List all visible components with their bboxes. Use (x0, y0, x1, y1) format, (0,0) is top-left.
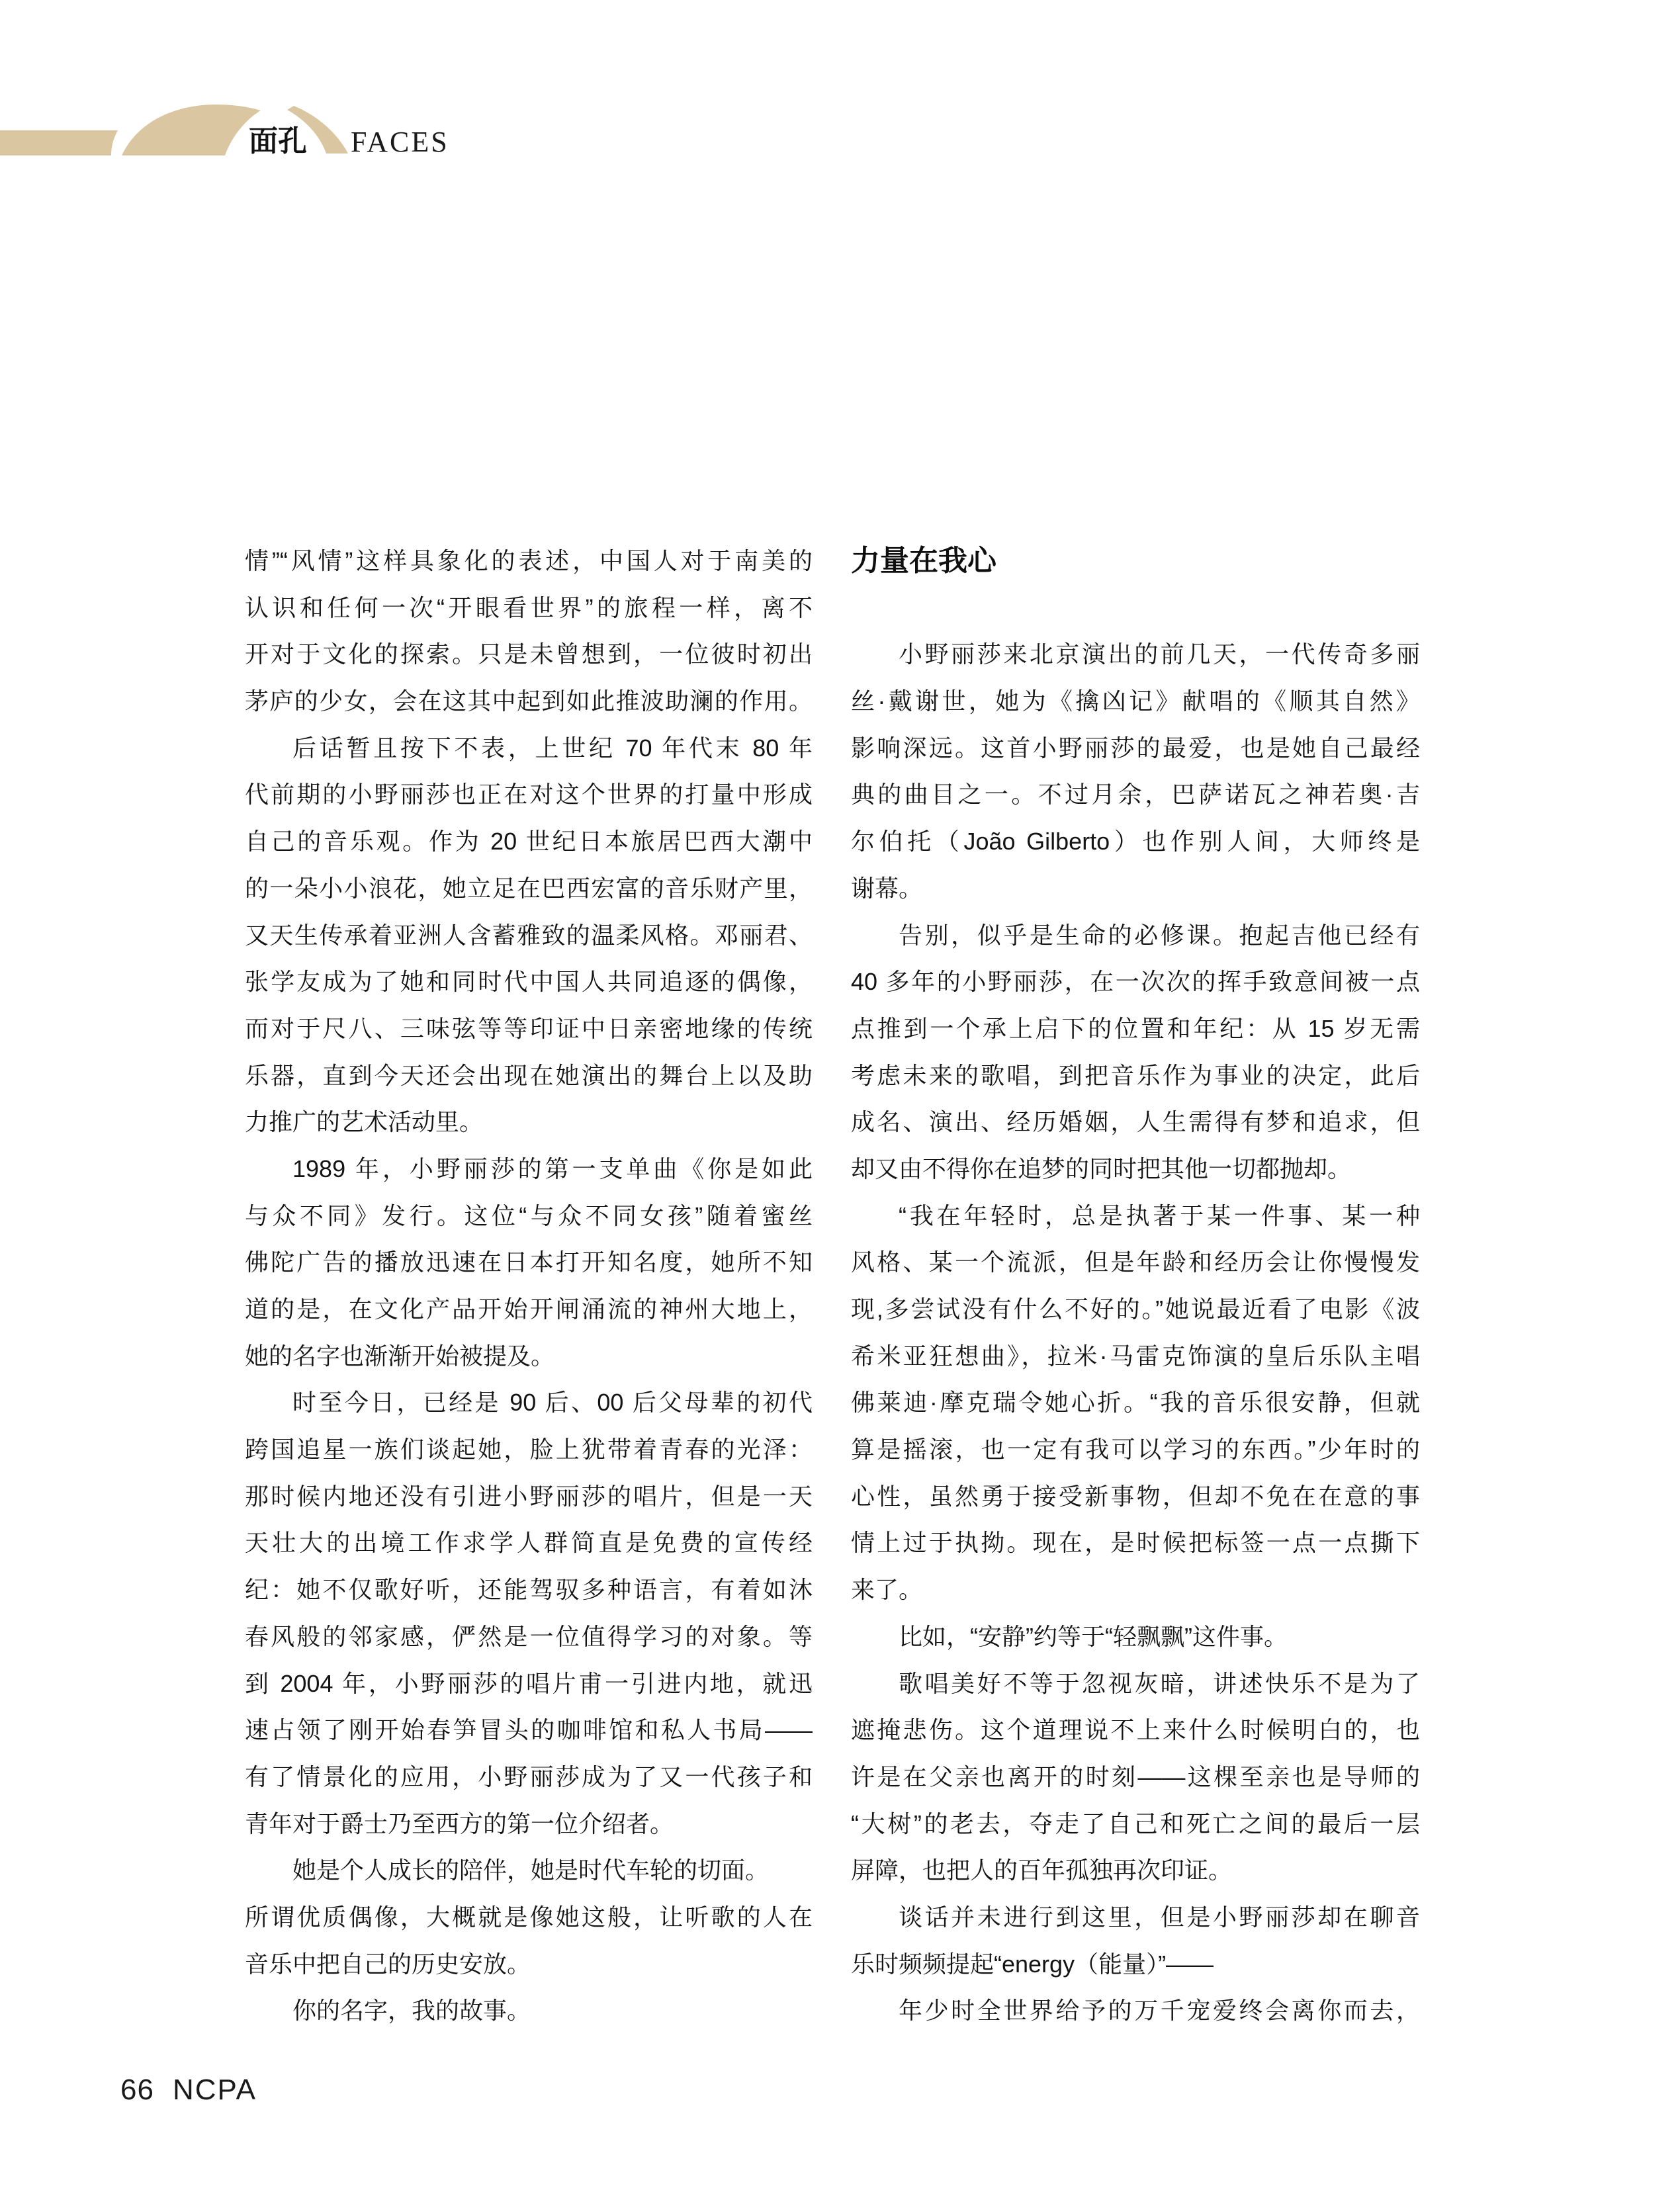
text-line: 速占领了刚开始春笋冒头的咖啡馆和私人书局—— (245, 1716, 813, 1744)
text-line: 张学友成为了她和同时代中国人共同追逐的偶像， (245, 968, 813, 996)
text-line: 现,多尝试没有什么不好的。”她说最近看了电影《波 (851, 1295, 1420, 1323)
page-footer (120, 2074, 257, 2107)
text-line: 乐时频频提起“energy（能量）”—— (851, 1950, 1214, 1978)
section-tag-en: FACES (351, 126, 449, 158)
text-line: 谈话并未进行到这里，但是小野丽莎却在聊音 (899, 1903, 1420, 1931)
text-line: 后话暂且按下不表，上世纪 70 年代末 80 年 (292, 734, 813, 762)
text-line: 乐器，直到今天还会出现在她演出的舞台上以及助 (245, 1061, 813, 1089)
text-line: 认识和任何一次“开眼看世界”的旅程一样，离不 (245, 593, 813, 621)
text-line: 开对于文化的探索。只是未曾想到，一位彼时初出 (245, 640, 813, 668)
text-line: 遮掩悲伤。这个道理说不上来什么时候明白的，也 (851, 1716, 1420, 1744)
text-line: 情”“风情”这样具象化的表述，中国人对于南美的 (245, 547, 813, 574)
page-number: 66 (120, 2074, 154, 2106)
text-line: 来了。 (851, 1576, 923, 1604)
text-line: 希米亚狂想曲》，拉米·马雷克饰演的皇后乐队主唱 (851, 1342, 1420, 1370)
text-line: 而对于尺八、三味弦等等印证中日亲密地缘的传统 (245, 1014, 813, 1042)
text-line: 歌唱美好不等于忽视灰暗，讲述快乐不是为了 (899, 1669, 1420, 1697)
text-line: 丝·戴谢世，她为《擒凶记》献唱的《顺其自然》 (851, 687, 1420, 715)
left-column (245, 538, 813, 2035)
text-line: 却又由不得你在追梦的同时把其他一切都抛却。 (851, 1155, 1352, 1182)
text-line: 她是个人成长的陪伴，她是时代车轮的切面。 (292, 1857, 770, 1884)
text-line: 那时候内地还没有引进小野丽莎的唱片，但是一天 (245, 1482, 813, 1510)
text-line: 她的名字也渐渐开始被提及。 (245, 1342, 555, 1370)
text-line: 尔伯托（João Gilberto）也作别人间，大师终是 (851, 828, 1420, 855)
text-line: 纪：她不仅歌好听，还能驾驭多种语言，有着如沐 (245, 1576, 813, 1604)
section-tag-cn: 面孔 (249, 125, 307, 157)
text-line: 道的是，在文化产品开始开闸涌流的神州大地上， (245, 1295, 813, 1323)
text-line: 考虑未来的歌唱，到把音乐作为事业的决定，此后 (851, 1061, 1420, 1089)
text-line: 心性，虽然勇于接受新事物，但却不免在在意的事 (851, 1482, 1420, 1510)
text-line: 点推到一个承上启下的位置和年纪：从 15 岁无需 (851, 1014, 1420, 1042)
text-line: 你的名字，我的故事。 (292, 1997, 531, 2025)
right-column-lines (851, 631, 1420, 2035)
text-line: 风格、某一个流派，但是年龄和经历会让你慢慢发 (851, 1248, 1420, 1276)
text-line: 佛陀广告的播放迅速在日本打开知名度，她所不知 (245, 1248, 813, 1276)
text-line: 算是摇滚，也一定有我可以学习的东西。”少年时的 (851, 1436, 1420, 1464)
text-line: 比如，“安静”约等于“轻飘飘”这件事。 (899, 1622, 1288, 1650)
text-line: 自己的音乐观。作为 20 世纪日本旅居巴西大潮中 (245, 828, 813, 855)
text-line: 音乐中把自己的历史安放。 (245, 1950, 531, 1978)
text-line: 的一朵小小浪花，她立足在巴西宏富的音乐财产里， (245, 874, 813, 902)
text-line: 天壮大的出境工作求学人群简直是免费的宣传经 (245, 1529, 813, 1557)
text-line: 所谓优质偶像，大概就是像她这般，让听歌的人在 (245, 1903, 813, 1931)
text-line: 青年对于爵士乃至西方的第一位介绍者。 (245, 1810, 674, 1837)
text-line: 春风般的邻家感，俨然是一位值得学习的对象。等 (245, 1622, 813, 1650)
ncpa-dome-graphic (0, 0, 503, 198)
text-line: 到 2004 年，小野丽莎的唱片甫一引进内地，就迅 (245, 1669, 813, 1697)
text-line: 小野丽莎来北京演出的前几天，一代传奇多丽 (899, 640, 1420, 668)
text-line: 40 多年的小野丽莎，在一次次的挥手致意间被一点 (851, 968, 1420, 996)
header-bar-shape (0, 130, 118, 155)
text-line: 情上过于执拗。现在，是时候把标签一点一点撕下 (851, 1529, 1420, 1557)
text-line: 许是在父亲也离开的时刻——这棵至亲也是导师的 (851, 1763, 1420, 1790)
text-line: 典的曲目之一。不过月余，巴萨诺瓦之神若奥·吉 (851, 781, 1420, 809)
text-line: 跨国追星一族们谈起她，脸上犹带着青春的光泽： (245, 1436, 813, 1464)
text-line: 时至今日，已经是 90 后、00 后父母辈的初代 (292, 1389, 813, 1417)
text-line: 谢幕。 (851, 874, 923, 902)
text-line: 影响深远。这首小野丽莎的最爱，也是她自己最经 (851, 734, 1420, 762)
text-line: 佛莱迪·摩克瑞令她心折。“我的音乐很安静，但就 (851, 1389, 1420, 1417)
text-line: 茅庐的少女，会在这其中起到如此推波助澜的作用。 (245, 687, 813, 715)
text-line: 与众不同》发行。这位“与众不同女孩”随着蜜丝 (245, 1202, 813, 1229)
right-column (851, 538, 1420, 2035)
text-line: 代前期的小野丽莎也正在对这个世界的打量中形成 (245, 781, 813, 809)
text-line: 有了情景化的应用，小野丽莎成为了又一代孩子和 (245, 1763, 813, 1790)
text-line: 告别，似乎是生命的必修课。抱起吉他已经有 (899, 921, 1420, 949)
text-line: “大树”的老去，夺走了自己和死亡之间的最后一层 (851, 1810, 1420, 1837)
text-line: 成名、演出、经历婚姻，人生需得有梦和追求，但 (851, 1108, 1420, 1136)
text-line: “我在年轻时，总是执著于某一件事、某一种 (899, 1202, 1420, 1229)
text-line: 力推广的艺术活动里。 (245, 1108, 484, 1136)
section-heading: 力量在我心 (851, 545, 996, 577)
text-line: 又天生传承着亚洲人含蓄雅致的温柔风格。邓丽君、 (245, 921, 813, 949)
dome-shape (122, 105, 261, 155)
text-line: 1989 年，小野丽莎的第一支单曲《你是如此 (292, 1155, 813, 1182)
text-line: 屏障，也把人的百年孤独再次印证。 (851, 1857, 1233, 1884)
magazine-brand: NCPA (172, 2074, 257, 2106)
text-line: 年少时全世界给予的万千宠爱终会离你而去， (899, 1997, 1420, 2025)
